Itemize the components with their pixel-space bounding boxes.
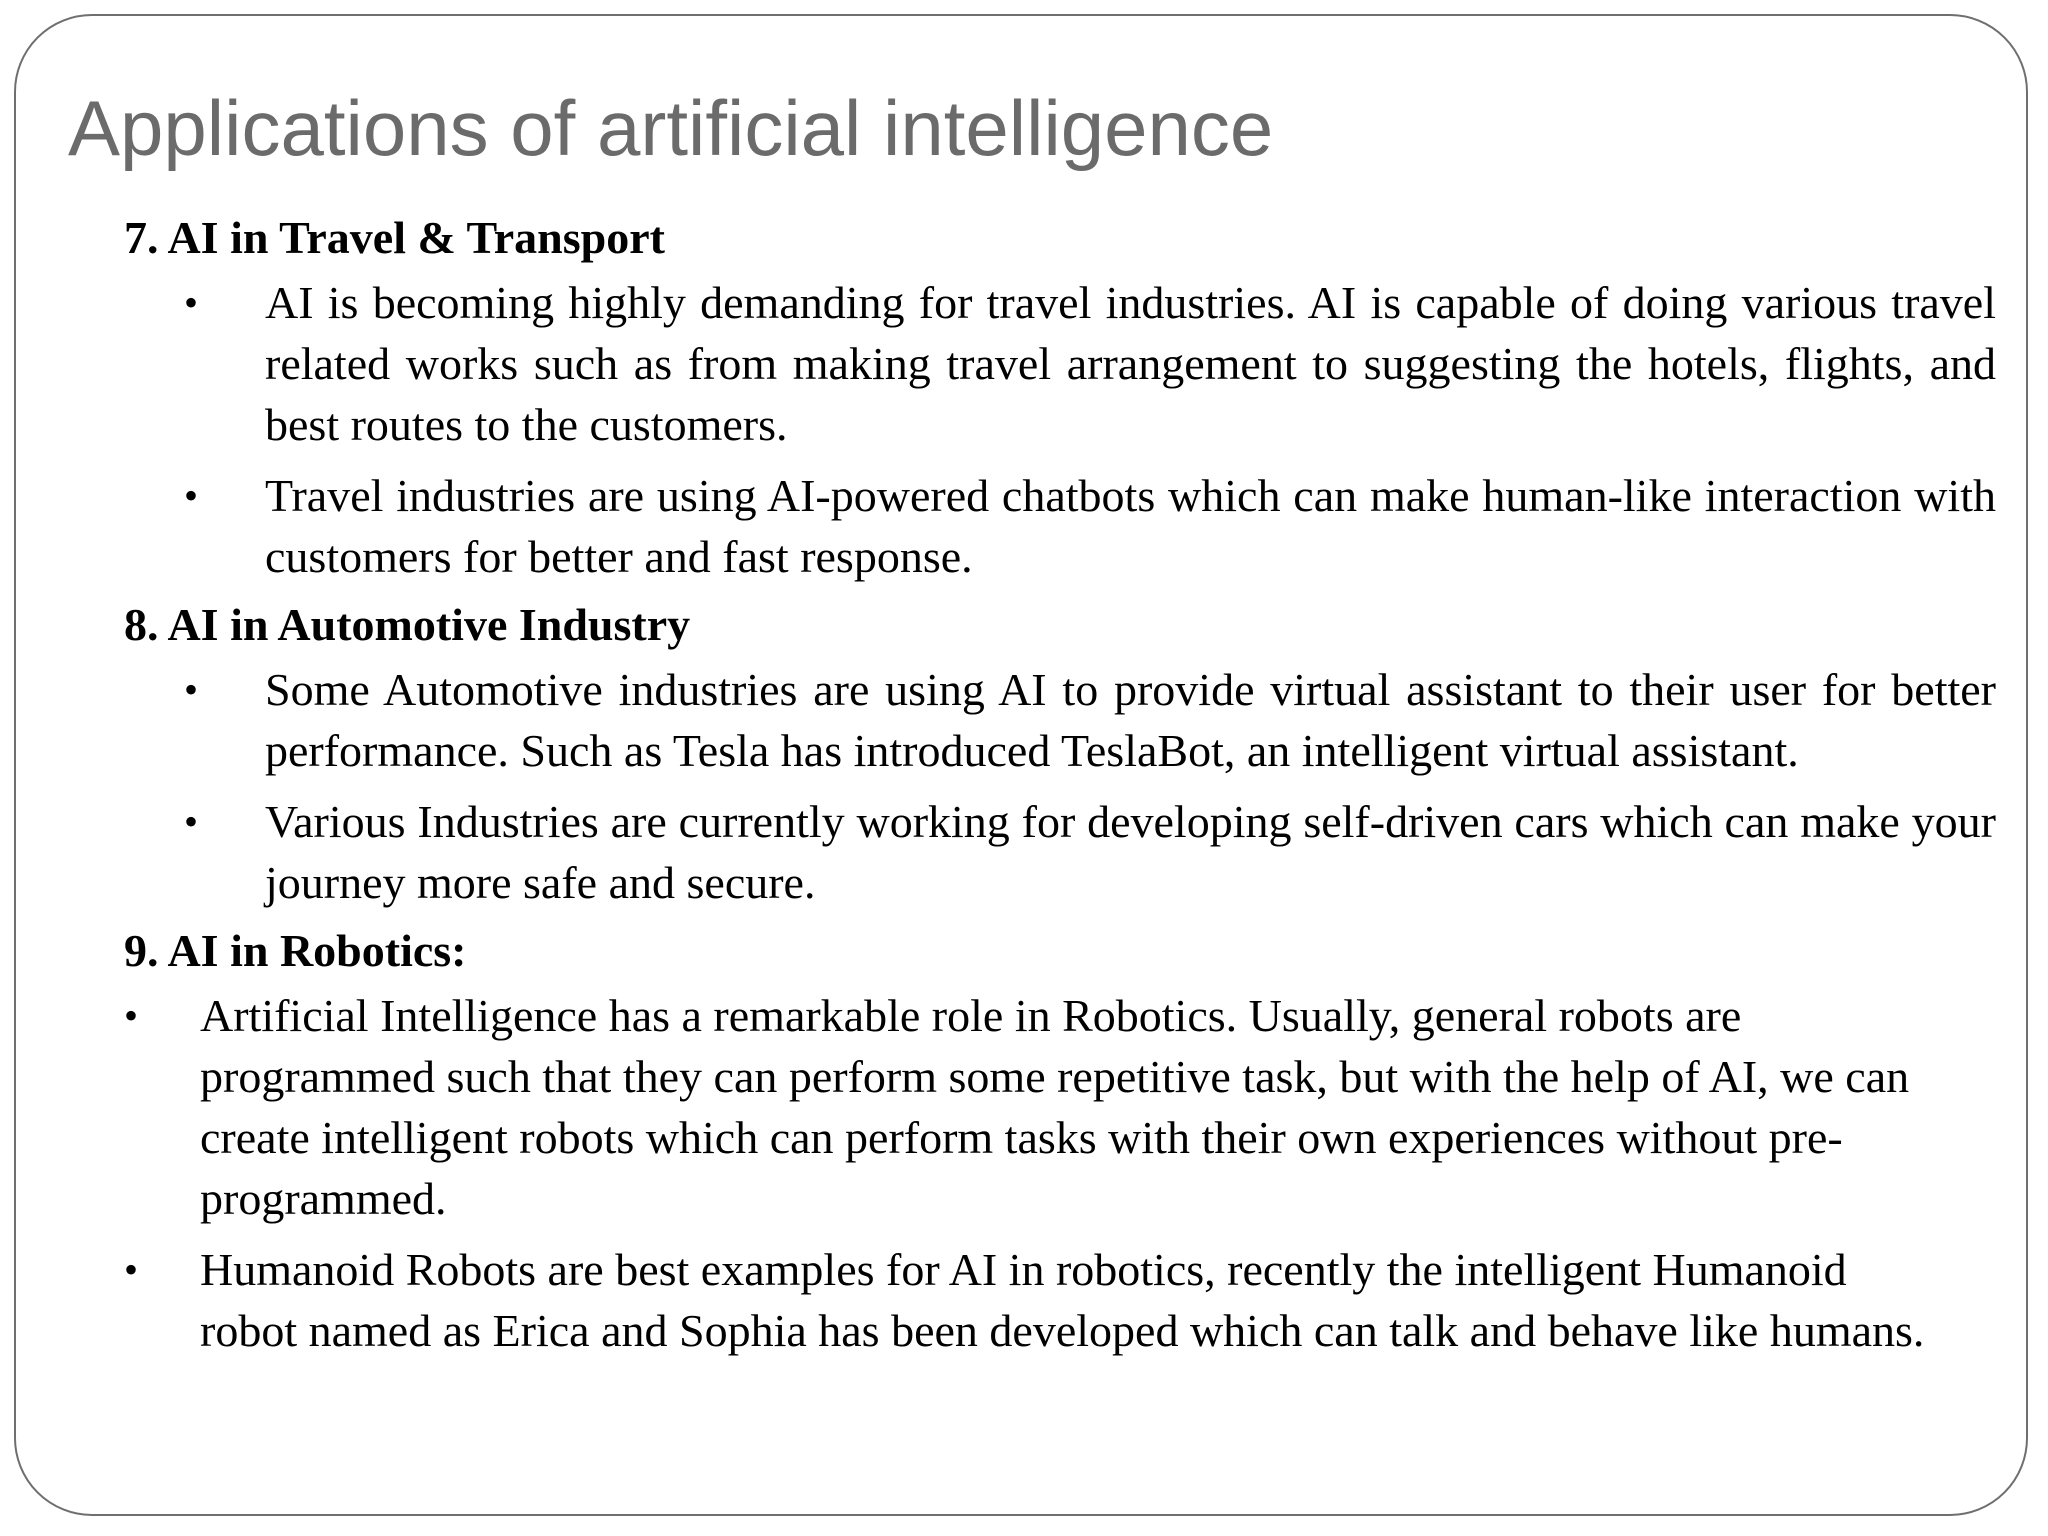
- bullet-list-automotive: [124, 659, 1996, 913]
- section-heading-robotics: 9. AI in Robotics:: [124, 925, 467, 976]
- list-item: [124, 791, 1996, 913]
- bullet-icon: •: [184, 473, 199, 518]
- bullet-text: Some Automotive industries are using AI to provide virtual assistant to their user for better performance. Such as Tesla has introduced TeslaBot, an intelligent virtual assistant.: [265, 664, 1996, 776]
- bullet-list-travel: [124, 272, 1996, 587]
- list-item: [0, 1239, 1996, 1361]
- list-item: [124, 272, 1996, 455]
- bullet-text: Travel industries are using AI-powered chatbots which can make human-like interaction with customers for better and fast response.: [265, 470, 1996, 582]
- bullet-icon: •: [184, 667, 199, 712]
- bullet-text: AI is becoming highly demanding for travel industries. AI is capable of doing various travel related works such as from making travel arrangement to suggesting the hotels, flights, and best routes to the customers.: [265, 277, 1996, 450]
- slide-content: [124, 210, 1996, 1371]
- slide-title: Applications of artificial intelligence: [68, 84, 1274, 172]
- bullet-icon: •: [124, 1247, 139, 1292]
- list-item: [124, 465, 1996, 587]
- section-heading-automotive: 8. AI in Automotive Industry: [124, 599, 691, 650]
- section-heading-travel: 7. AI in Travel & Transport: [124, 212, 665, 263]
- bullet-icon: •: [184, 280, 199, 325]
- bullet-text: Various Industries are currently working for developing self-driven cars which can make your journey more safe and secure.: [265, 796, 1996, 908]
- bullet-list-robotics: [0, 985, 1996, 1361]
- bullet-icon: •: [124, 993, 139, 1038]
- bullet-text: Humanoid Robots are best examples for AI in robotics, recently the intelligent Humanoid robot named as Erica and Sophia has been developed which can talk and behave like humans.: [200, 1244, 1925, 1356]
- bullet-text: Artificial Intelligence has a remarkable role in Robotics. Usually, general robots are programmed such that they can perform some repetitive task, but with the help of AI, we can create intelligent robots which can perform tasks with their own experiences without pre-programmed.: [200, 990, 1910, 1224]
- bullet-icon: •: [184, 799, 199, 844]
- list-item: [124, 659, 1996, 781]
- list-item: [0, 985, 1996, 1229]
